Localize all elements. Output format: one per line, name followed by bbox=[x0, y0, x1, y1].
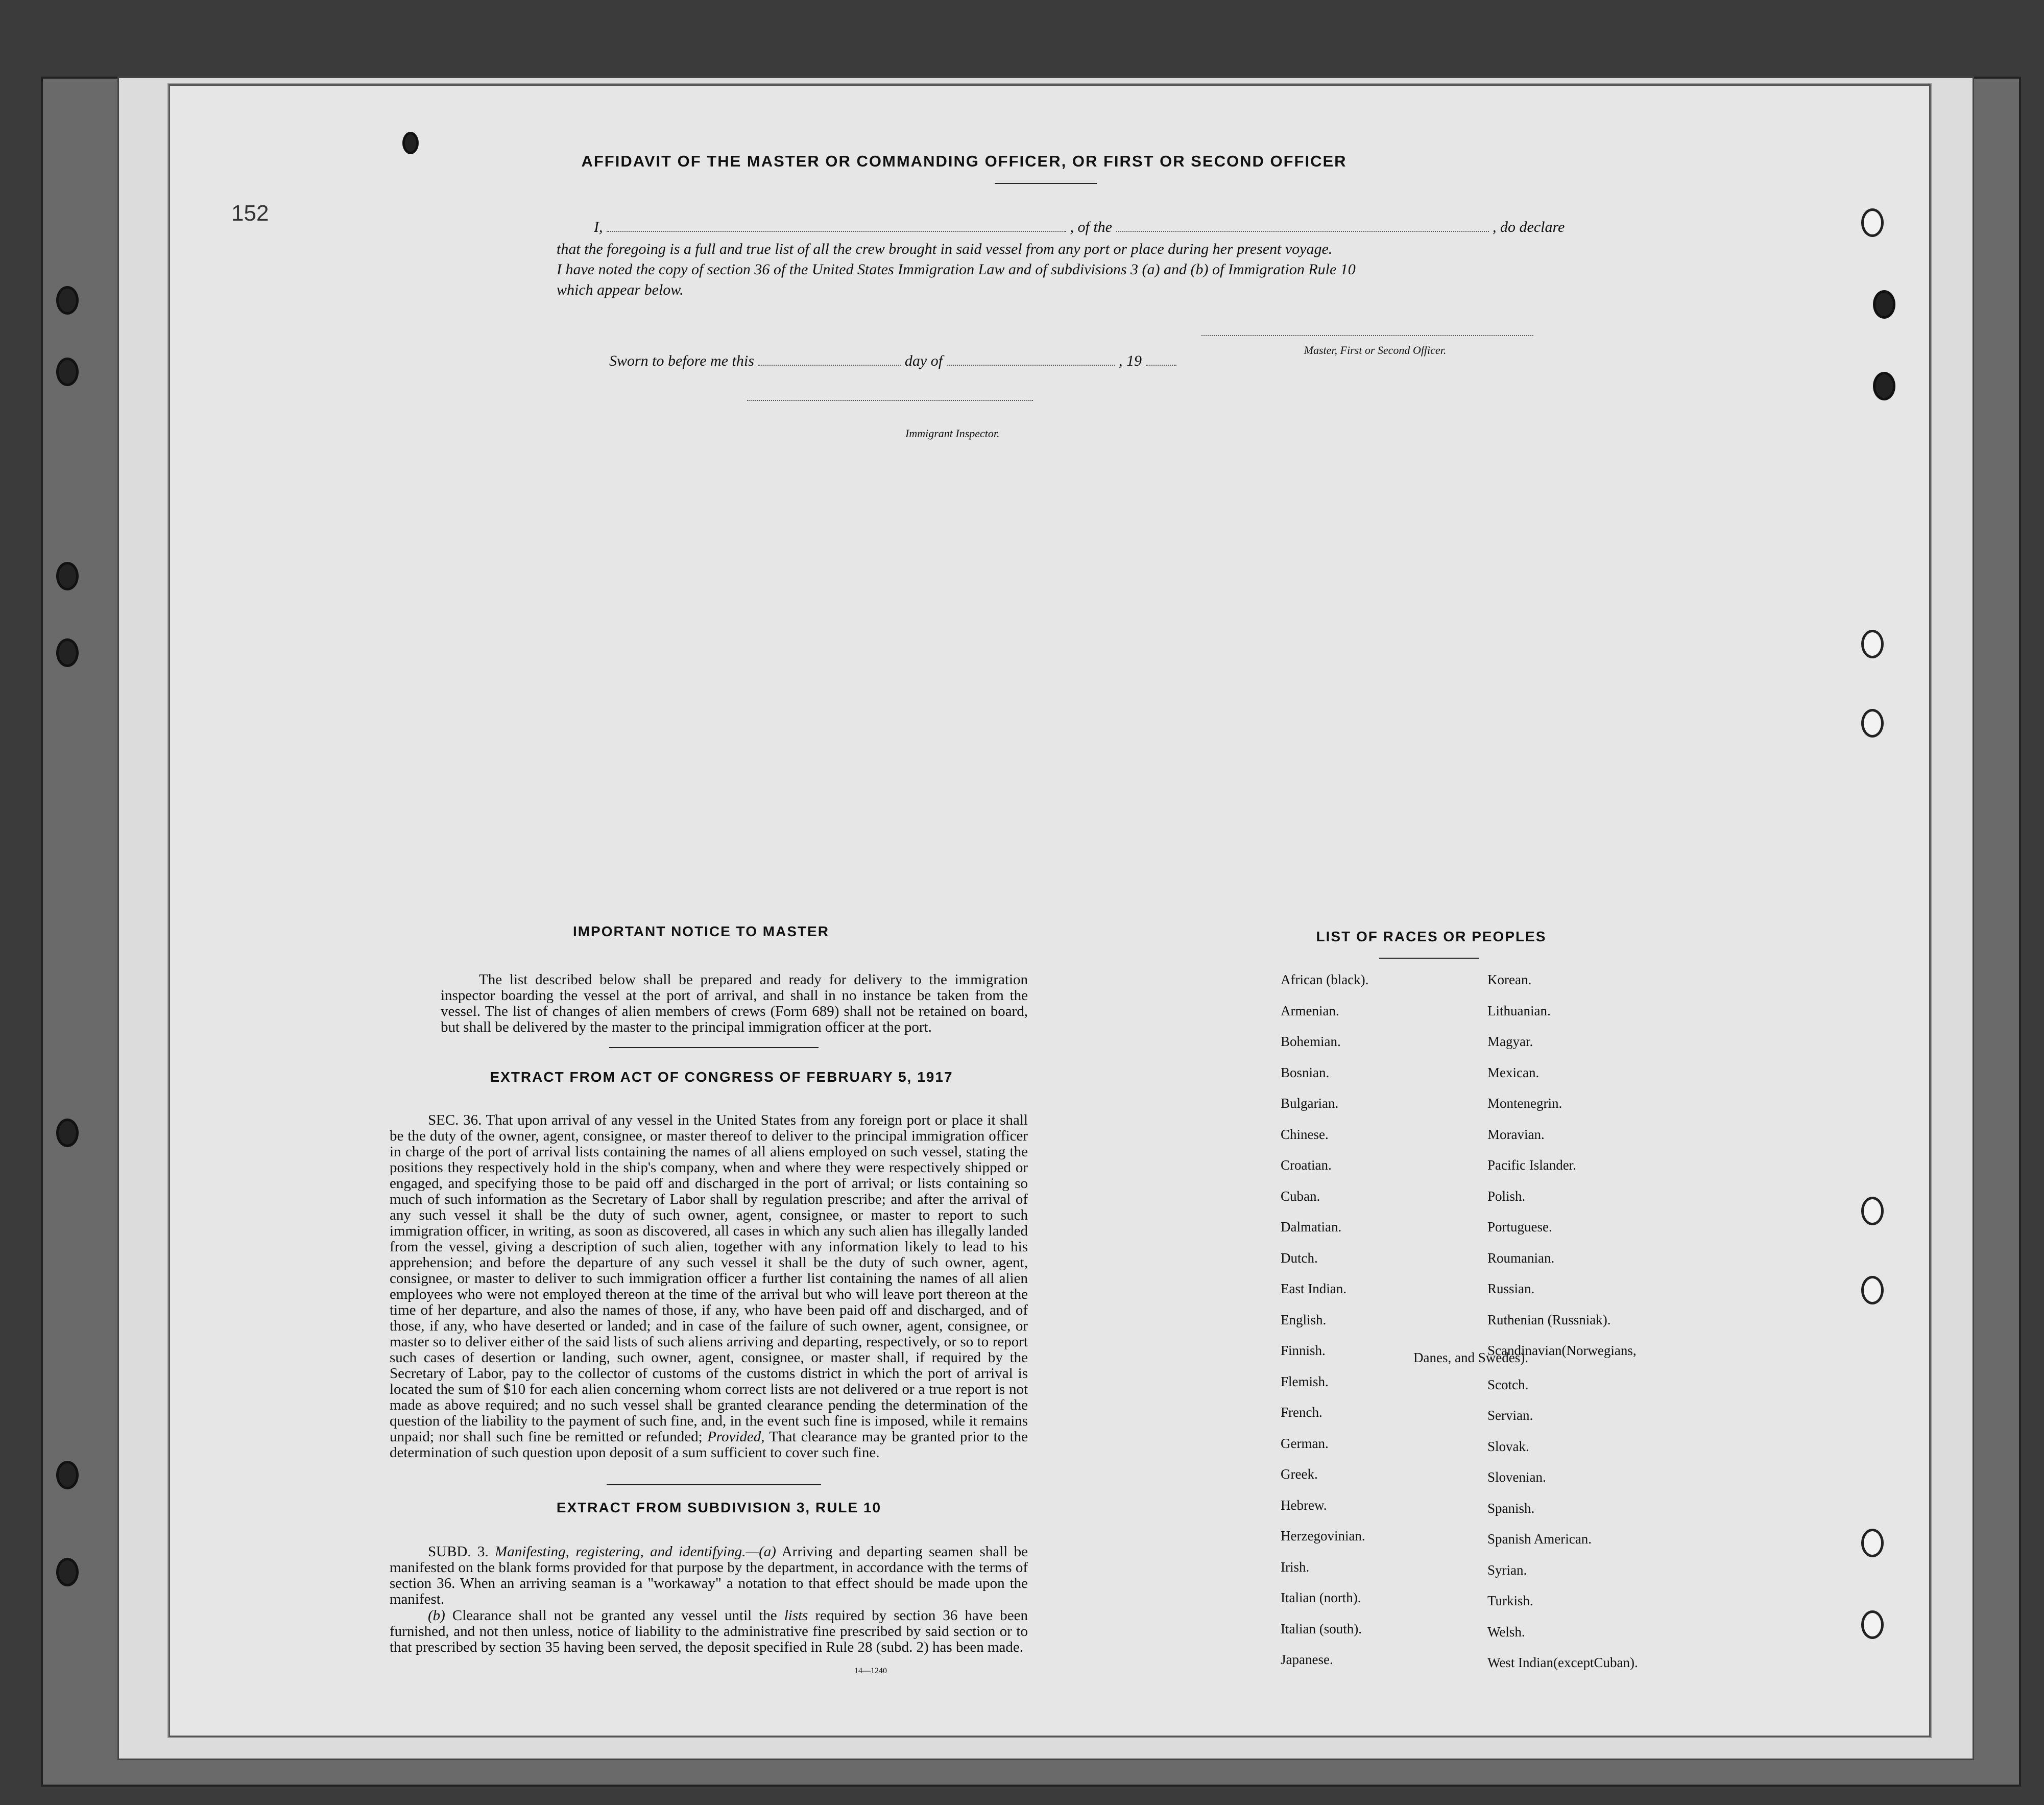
sworn-line bbox=[609, 352, 1273, 370]
race-item-right-0: Korean. bbox=[1487, 972, 1532, 987]
declarant-prefix: I, bbox=[594, 219, 603, 235]
race-item-right-8: Portuguese. bbox=[1487, 1219, 1552, 1234]
act-section-label: SEC. 36. bbox=[428, 1112, 482, 1128]
rule10-b-lists: lists bbox=[784, 1607, 808, 1624]
race-item-right-22: West Indian(exceptCuban). bbox=[1487, 1655, 1638, 1670]
vessel-name-field[interactable] bbox=[1116, 231, 1489, 232]
race-item-left-21: Italian (south). bbox=[1281, 1621, 1362, 1636]
inspector-signature-field[interactable] bbox=[747, 400, 1033, 401]
race-item-left-5: Chinese. bbox=[1281, 1126, 1329, 1142]
race-item-left-20: Italian (north). bbox=[1281, 1590, 1361, 1605]
binder-hole-top-left bbox=[402, 132, 419, 154]
do-declare-text: , do declare bbox=[1493, 219, 1565, 235]
binder-hole-left-1 bbox=[56, 286, 79, 315]
race-item-left-9: Dutch. bbox=[1281, 1250, 1318, 1266]
race-item-right-5: Moravian. bbox=[1487, 1126, 1545, 1142]
race-item-left-1: Armenian. bbox=[1281, 1003, 1339, 1018]
race-item-right-11: Ruthenian (Russniak). bbox=[1487, 1312, 1611, 1327]
race-item-left-8: Dalmatian. bbox=[1281, 1219, 1342, 1234]
master-signature-label: Master, First or Second Officer. bbox=[1304, 344, 1447, 357]
race-item-left-17: Hebrew. bbox=[1281, 1497, 1327, 1513]
race-item-right-13: Scotch. bbox=[1487, 1376, 1529, 1392]
rule10-a-text: Arriving and departing seamen shall be manifested on the blank forms provided for that purpose by the department, in accordance with the terms of section 36. When an arriving seaman is a "workaway" a notation to that effect should be made upon the manifest. bbox=[390, 1543, 1028, 1607]
notice-title: IMPORTANT NOTICE TO MASTER bbox=[572, 923, 830, 939]
act-body: That upon arrival of any vessel in the United States from any foreign port or place it shall be the duty of the owner, agent, consignee, or master thereof to deliver to the principal immigration officer in charge of the port of arrival lists containing the names of all aliens employed on such vessel, stating the positions they respectively hold in the ship's company, when and where they were respectively shipped or engaged, and specifying those to be paid off and discharged in the port of arrival; or lists containing so much of such information as the Secretary of Labor shall by regulation prescribe; and after the arrival of any such vessel it shall be the duty of such owner, agent, consignee, or master to report to such immigration officer, in writing, as soon as discovered, all cases in which any such alien has illegally landed from the vessel, giving a description of such alien, together with any information likely to lead to his apprehension; and before the departure of any such vessel it shall be the duty of such owner, agent, consignee, or master to deliver to such immigration officer a further list containing the names of all alien employees who were not employed thereon at the time of the arrival but who will leave port thereon at the time of her departure, and also the names of those, if any, who have been paid off and discharged, and of those, if any, who have deserted or landed; and in case of the failure of such owner, agent, consignee, or master so to deliver either of the said lists of such aliens arriving and departing, respectively, or so to report such cases of desertion or landing, such owner, agent, consignee, or master shall, if required by the Secretary of Labor, pay to the collector of customs of the customs district in which the port of arrival is located the sum of $10 for each alien concerning whom correct lists are not delivered or a true report is not made as above required; and no such vessel shall be granted clearance pending the determination of the question of the liability to the payment of such fine, and, in the event such fine is imposed, while it remains unpaid; nor shall such fine be remitted or refunded; bbox=[390, 1112, 1028, 1445]
rule10-subd-label: SUBD. 3. bbox=[428, 1543, 489, 1560]
race-item-right-9: Roumanian. bbox=[1487, 1250, 1555, 1266]
race-item-right-15: Slovak. bbox=[1487, 1438, 1529, 1454]
binder-hole-right-6 bbox=[1861, 1197, 1884, 1225]
rule10-b-label: (b) bbox=[428, 1607, 445, 1624]
sworn-text: Sworn to before me this bbox=[609, 352, 754, 369]
notice-divider bbox=[609, 1047, 819, 1048]
affidavit-statement-line-4: which appear below. bbox=[557, 281, 684, 298]
race-item-right-1: Lithuanian. bbox=[1487, 1003, 1551, 1018]
binder-hole-right-7 bbox=[1861, 1276, 1884, 1304]
title-underline bbox=[995, 183, 1097, 184]
race-item-left-15: German. bbox=[1281, 1435, 1329, 1451]
document-sheet bbox=[169, 84, 1931, 1737]
binder-hole-left-3 bbox=[56, 562, 79, 590]
rule10-b-text-1: Clearance shall not be granted any vessel until the bbox=[452, 1607, 777, 1624]
race-item-right-21: Welsh. bbox=[1487, 1624, 1525, 1640]
race-item-right-10: Russian. bbox=[1487, 1281, 1535, 1296]
race-item-right-18: Spanish American. bbox=[1487, 1531, 1592, 1547]
race-item-left-0: African (black). bbox=[1281, 972, 1369, 987]
binder-hole-right-1 bbox=[1861, 208, 1884, 237]
act-title: EXTRACT FROM ACT OF CONGRESS OF FEBRUARY 5, 1917 bbox=[490, 1069, 953, 1085]
race-item-right-17: Spanish. bbox=[1487, 1500, 1535, 1516]
race-item-left-11: English. bbox=[1281, 1312, 1327, 1327]
race-item-right-19: Syrian. bbox=[1487, 1562, 1527, 1578]
act-body-end: That clearance may be granted prior to the determination of such question upon deposit of a sum sufficient to cover such fine. bbox=[390, 1429, 1028, 1461]
rule10-text-a bbox=[390, 1544, 1028, 1607]
affidavit-statement-line-2: that the foregoing is a full and true list of all the crew brought in said vessel from any port or place during her present voyage. bbox=[557, 241, 1333, 257]
race-item-right-20: Turkish. bbox=[1487, 1593, 1533, 1608]
race-item-left-10: East Indian. bbox=[1281, 1281, 1346, 1296]
binder-hole-left-6 bbox=[56, 1461, 79, 1489]
race-item-left-14: French. bbox=[1281, 1405, 1322, 1420]
day-of-text: day of bbox=[904, 352, 943, 369]
binder-hole-right-4 bbox=[1861, 630, 1884, 658]
race-item-right-2: Magyar. bbox=[1487, 1034, 1533, 1049]
binder-hole-right-9 bbox=[1861, 1610, 1884, 1639]
officer-name-field[interactable] bbox=[607, 231, 1066, 232]
race-item-left-6: Croatian. bbox=[1281, 1157, 1332, 1173]
race-item-right-7: Polish. bbox=[1487, 1188, 1526, 1204]
binder-hole-left-7 bbox=[56, 1558, 79, 1586]
race-item-right-14: Servian. bbox=[1487, 1408, 1533, 1423]
race-item-right-6: Pacific Islander. bbox=[1487, 1157, 1576, 1173]
margin-page-number: 152 bbox=[231, 201, 269, 226]
inspector-signature-label: Immigrant Inspector. bbox=[905, 427, 1000, 440]
sworn-day-field[interactable] bbox=[758, 365, 901, 366]
form-number: 14—1240 bbox=[854, 1667, 887, 1675]
race-item-right-3: Mexican. bbox=[1487, 1064, 1540, 1080]
rule10-b-text-2: required by section 36 have been furnished, and not then unless, notice of liability to the administrative fine prescribed by said section or to that prescribed by section 35 having been served, the deposit specified in Rule 28 (subd. 2) has been made. bbox=[390, 1607, 1028, 1655]
binder-hole-left-2 bbox=[56, 358, 79, 386]
binder-hole-right-8 bbox=[1861, 1529, 1884, 1557]
rule10-text-b bbox=[390, 1608, 1028, 1655]
race-item-right-12: Scandinavian(Norwegians, bbox=[1487, 1343, 1637, 1358]
year-prefix-text: , 19 bbox=[1119, 352, 1142, 369]
race-item-right-4: Montenegrin. bbox=[1487, 1096, 1562, 1111]
rule10-title: EXTRACT FROM SUBDIVISION 3, RULE 10 bbox=[556, 1500, 882, 1515]
affidavit-declaration-line bbox=[594, 219, 1702, 236]
races-divider bbox=[1379, 958, 1479, 959]
act-divider bbox=[607, 1484, 821, 1485]
race-item-left-4: Bulgarian. bbox=[1281, 1096, 1339, 1111]
sworn-month-field[interactable] bbox=[947, 365, 1115, 366]
race-scandinavian-continued: Danes, and Swedes). bbox=[1413, 1350, 1528, 1365]
race-item-right-16: Slovenian. bbox=[1487, 1469, 1546, 1485]
rule10-a-label: —(a) bbox=[746, 1543, 776, 1560]
sworn-year-field[interactable] bbox=[1146, 365, 1176, 366]
act-provided: Provided, bbox=[707, 1429, 765, 1445]
races-title: LIST OF RACES OR PEOPLES bbox=[1316, 929, 1547, 944]
race-item-left-18: Herzegovinian. bbox=[1281, 1528, 1365, 1543]
race-item-left-3: Bosnian. bbox=[1281, 1064, 1330, 1080]
race-item-left-19: Irish. bbox=[1281, 1559, 1310, 1575]
binder-hole-right-2 bbox=[1873, 290, 1895, 319]
rule10-subd-title: Manifesting, registering, and identifying. bbox=[495, 1543, 746, 1560]
act-text bbox=[390, 1112, 1028, 1461]
of-the-text: , of the bbox=[1070, 219, 1112, 235]
race-item-left-13: Flemish. bbox=[1281, 1373, 1329, 1389]
race-item-left-7: Cuban. bbox=[1281, 1188, 1320, 1204]
race-item-left-22: Japanese. bbox=[1281, 1652, 1333, 1667]
affidavit-statement-line-3: I have noted the copy of section 36 of the United States Immigration Law and of subdivisions 3 (a) and (b) of Immigration Rule 10 bbox=[557, 261, 1356, 278]
race-item-left-16: Greek. bbox=[1281, 1466, 1318, 1482]
binder-hole-right-5 bbox=[1861, 709, 1884, 738]
notice-text: The list described below shall be prepared and ready for delivery to the immigration inspector boarding the vessel at the port of arrival, and shall in no instance be taken from the vessel. The list of changes of alien members of crews (Form 689) shall not be retained on board, but shall be delivered by the master to the principal immigration officer at the port. bbox=[441, 971, 1028, 1035]
binder-hole-right-3 bbox=[1873, 372, 1895, 400]
race-item-left-2: Bohemian. bbox=[1281, 1034, 1341, 1049]
binder-hole-left-4 bbox=[56, 638, 79, 667]
race-item-left-12: Finnish. bbox=[1281, 1343, 1326, 1358]
binder-hole-left-5 bbox=[56, 1119, 79, 1147]
affidavit-title: AFFIDAVIT OF THE MASTER OR COMMANDING OFFICER, OR FIRST OR SECOND OFFICER bbox=[581, 152, 1347, 170]
master-signature-field[interactable] bbox=[1201, 335, 1533, 336]
